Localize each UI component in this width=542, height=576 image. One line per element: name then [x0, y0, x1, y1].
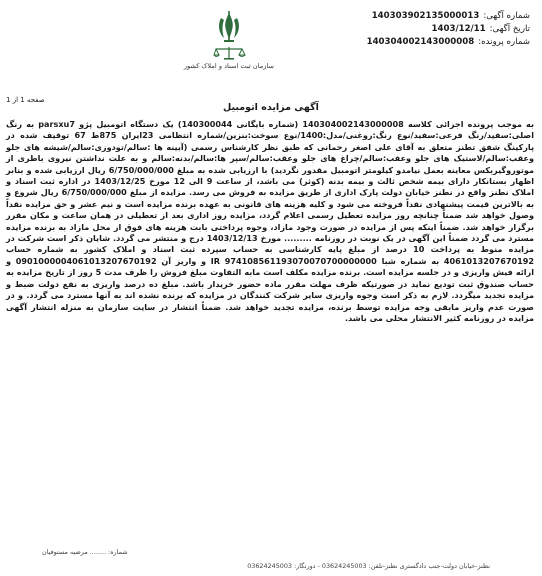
header-emblem	[184, 10, 274, 70]
notice-date-label: تاریخ آگهی:	[489, 24, 530, 34]
scales-icon	[212, 46, 246, 60]
notice-number-label: شماره آگهی:	[483, 11, 530, 21]
page-number: صفحه 1 از 1	[6, 96, 45, 104]
case-number-label: شماره پرونده:	[478, 37, 530, 47]
notice-title: آگهی مزایده اتومبیل	[223, 102, 319, 113]
notice-date: 1403/12/11	[431, 24, 486, 34]
notice-body: به موجب پرونده اجرائی کلاسه 140304002143000008 (شماره بایگانی 140300044) یک دستگاه اتومبیل پژو parsxu7 به رنگ اصلی:سفید/رنگ فرعی:سفید/نوع رنگ:روغنی/مدل:1400/نوع سوخت:بنزین/شماره انتظامی 23ایران 875ط 67 توقیف شده در پارکینگ شفق تطنز متعلق به آقای علی اصغر رحمانی که طبق نظر کارشناس رسمی (آیینه ها :سالم/تودوزی:سالم/شیشه های جلو وعقب:سالم/لاستیک های جلو وعقب:سالم/چراغ های جلو وعقب:سالم/سپر ها:سالم/بدنه:سالم و به علت نداشتن نیروی باطری از موتوروگیربکس معاینه بعمل نیامدو کیلومتر اتومبیل مقدور نگردید) با ارزیابی شده به مبلغ 6/750/000/000 ریال ارزیابی شده و بنابر اظهار بستانکار دارای بیمه شخص ثالث و بیمه بدنه (کوثر) می باشد، از ساعت 9 الی 12 مورخ 1403/12/25 در اداره ثبت اسناد و املاک نطنز واقع در نطنز خیابان دولت پارک اداری از طریق مزایده به فروش می رسد. مزایده از مبلغ 6/750/000/000 ریال شروع و به بالاترین قیمت پیشنهادی نقداً فروخته می شود و کلیه هزینه های قانونی به عهده برنده مزایده است و نیم عشر و حق مزایده نقداً وصول خواهد شد ضمناً چنانچه روز مزایده تعطیل رسمی اعلام گردد، مزایده روز اداری بعد از تعطیلی در همان ساعت و مکان مقرر برگزار خواهد شد. ضمناً اینکه پس از مزایده در صورت وجود مازاد، وجوه پرداختی بابت هزینه های فوق از محل مازاد به برنده مزایده مسترد می گردد ضمناً این آگهی در یک نوبت در روزنامه ......... مورخ 1403/12/13 درج و منتشر می گردد. شایان ذکر است شرکت در مزایده منوط به پرداخت 10 درصد از مبلغ پایه کارشناسی به حساب سپرده ثبت اسناد و املاک کشور به شماره حساب 4061013207670192 به شماره شبا IR 974108561193070070700000000 و واریز آن 0901000004061013207670192 و ارائه فیش واریزی و در جلسه مزایده است. برنده مزایده مکلف است مابه التفاوت مبلغ فروش را ظرف مدت 5 روز از تاریخ مزایده به حساب صندوق ثبت تودیع نماید در صورتیکه ظرف مهلت مقرر ماده حضور خریدار باشد. مبلغ ده درصد واریزی به نفع دولت ضبط و مزایده تجدید میگردد. لازم به ذکر است وجوه واریزی سایر شرکت کنندگان در مزایده که برنده نشده اند به آنها مسترد می گردد. و در صورت عدم واریز مابقی وجه مزایده توسط برنده، مزایده تجدید خواهد شد. ضمناً انتشار در سایت سازمان به منزله انتشار آگهی مزایده در روزنامه کثیر الانتشار محلی می باشد.	[6, 119, 535, 323]
footer-address: نطنز-خیابان دولت-جنب دادگستری نطنز-تلفن: 03624245003 - دورنگار: 03624245003	[247, 562, 490, 570]
iran-emblem-icon	[214, 10, 244, 44]
case-number: 140304002143000008	[366, 37, 475, 47]
org-name: سازمان ثبت اسناد و املاک کشور	[183, 62, 274, 70]
signature: شماره: ........ مرضیه مستوفیان	[42, 548, 128, 556]
notice-number: 140303902135000013	[371, 11, 480, 21]
